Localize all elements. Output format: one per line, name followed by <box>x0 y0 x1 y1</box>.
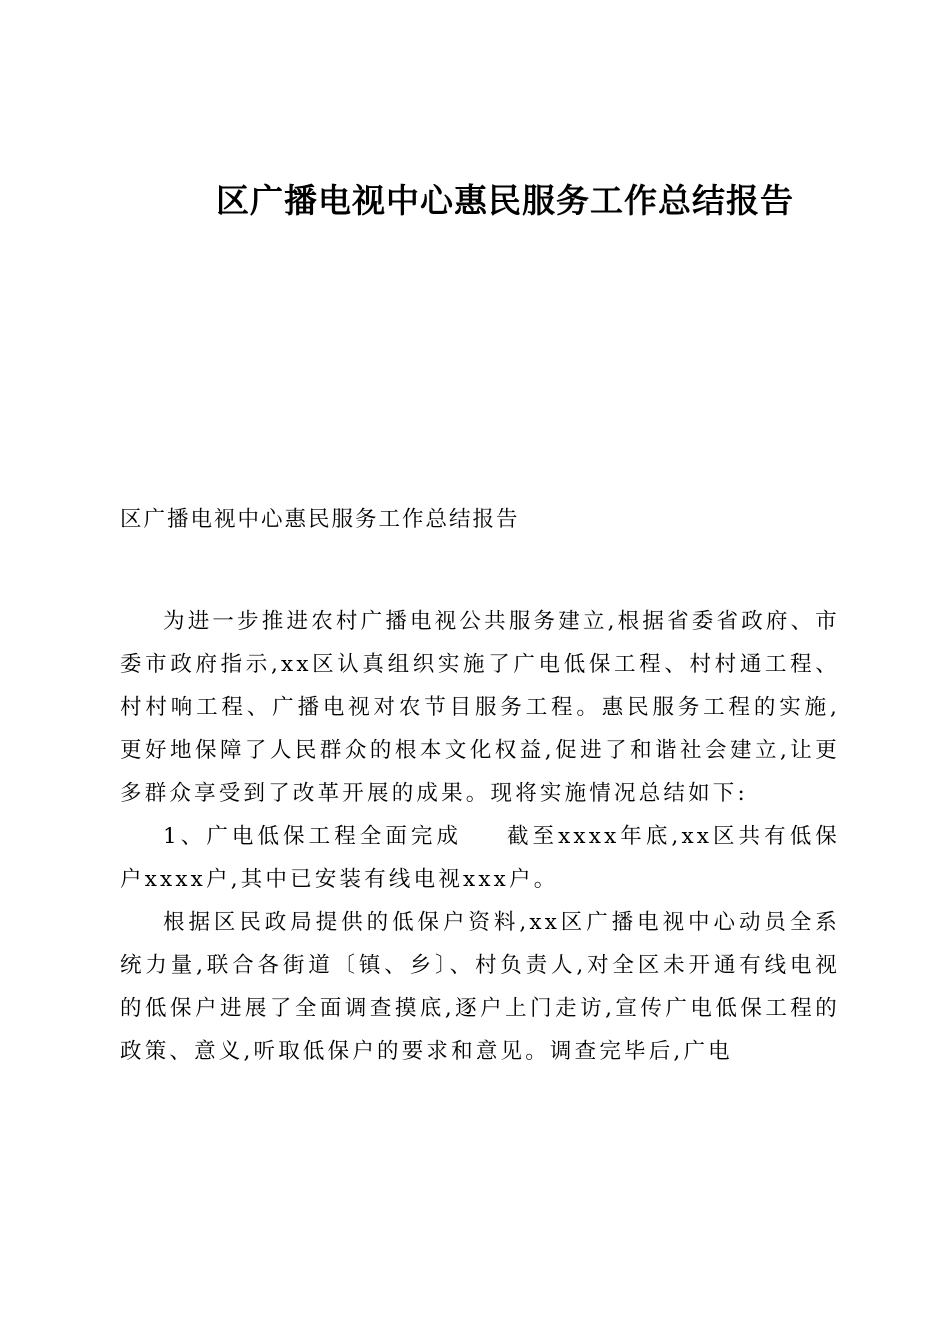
item-1-body: 截至xxxx年底,xx区共有低保户xxxx户,其中已安装有线电视xxx户。 <box>120 824 840 892</box>
document-subtitle: 区广播电视中心惠民服务工作总结报告 <box>120 507 520 532</box>
paragraph-item-1 <box>120 815 840 901</box>
item-1-heading: 1、广电低保工程全面完成 <box>163 824 463 849</box>
paragraph-intro: 为进一步推进农村广播电视公共服务建立,根据省委省政府、市委市政府指示,xx区认真组织实施了广电低保工程、村村通工程、村村响工程、广播电视对农节目服务工程。惠民服务工程的实施,更好地保障了人民群众的根本文化权益,促进了和谐社会建立,让更多群众享受到了改革开展的成果。现将实施情况总结如下: <box>120 609 840 806</box>
paragraph-3: 根据区民政局提供的低保户资料,xx区广播电视中心动员全系统力量,联合各街道〔镇、乡〕、村负责人,对全区未开通有线电视的低保户进展了全面调查摸底,逐户上门走访,宣传广电低保工程的政策、意义,听取低保户的要求和意见。调查完毕后,广电 <box>120 910 840 1064</box>
page-title: 区广播电视中心惠民服务工作总结报告 <box>216 181 794 220</box>
document-body <box>120 600 840 1073</box>
